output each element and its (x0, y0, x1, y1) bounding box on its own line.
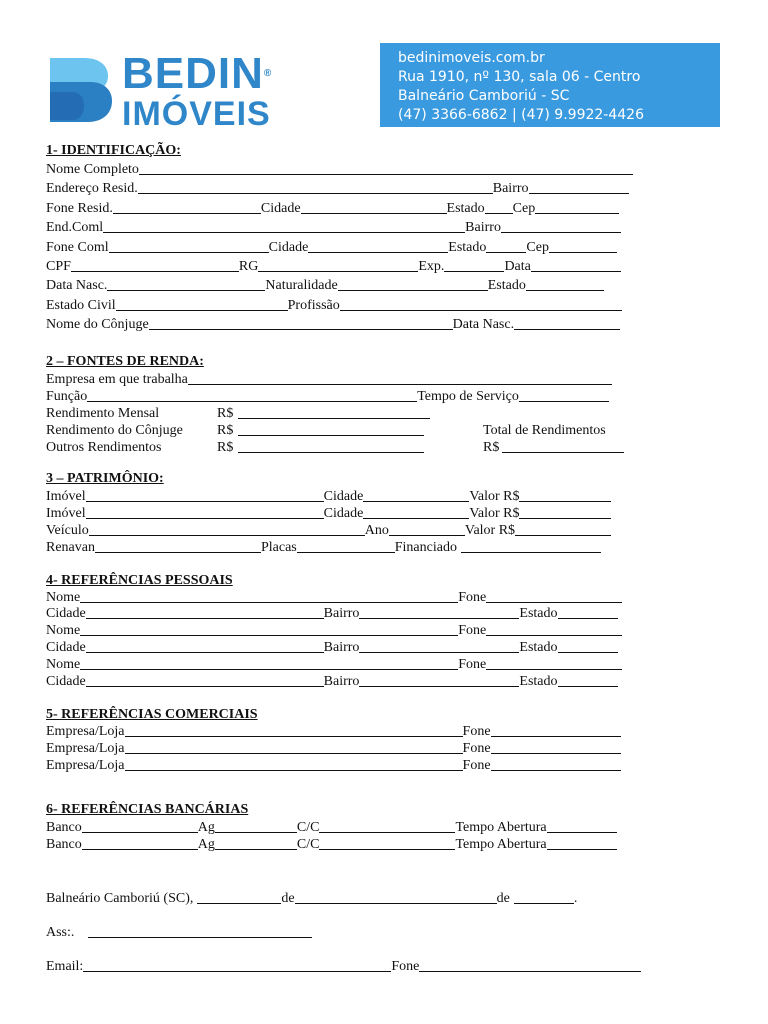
ref1-bairro-field[interactable] (359, 617, 519, 619)
ref3-cidade-field[interactable] (86, 685, 324, 687)
rend-mensal-field[interactable] (238, 417, 430, 419)
tempo-servico-label: Tempo de Serviço (417, 388, 519, 404)
imovel1-cidade-label: Cidade (323, 488, 364, 504)
data-nasc-row (46, 276, 746, 295)
ag2-label: Ag (197, 836, 215, 852)
ref2-estado-label: Estado (519, 639, 558, 655)
financiado-label: Financiado (394, 539, 457, 555)
cc2-field[interactable] (319, 848, 455, 850)
phones-text: (47) 3366-6862 | (47) 9.9922-4426 (398, 107, 644, 123)
imovel2-cidade-label: Cidade (323, 505, 364, 521)
banco2-field[interactable] (82, 848, 198, 850)
imovel2-cidade-field[interactable] (363, 517, 469, 519)
rg-field[interactable] (258, 270, 418, 272)
veiculo-row (46, 522, 746, 539)
conjuge-label: Nome do Cônjuge (46, 317, 149, 333)
ref1-nome-label: Nome (46, 589, 81, 605)
ref2-estado-field[interactable] (558, 651, 618, 653)
ref3-nome-row (46, 657, 746, 674)
exp-field[interactable] (444, 270, 504, 272)
ref2-nome-field[interactable] (80, 634, 458, 636)
financiado-field[interactable] (461, 551, 601, 553)
ref3-bairro-label: Bairro (323, 673, 360, 689)
renavan-row (46, 539, 746, 556)
nome-row (46, 160, 746, 179)
cep-coml-label: Cep (526, 239, 549, 255)
rg-label: RG (238, 258, 259, 274)
estado-field[interactable] (485, 212, 513, 214)
data-nasc-field[interactable] (107, 289, 265, 291)
site-text: bedinimoveis.com.br (398, 50, 545, 66)
fone-resid-field[interactable] (113, 212, 261, 214)
bairro-coml-field[interactable] (501, 231, 621, 233)
cidade-coml-field[interactable] (308, 251, 448, 253)
ref1-cidade-field[interactable] (86, 617, 324, 619)
veiculo-valor-field[interactable] (515, 534, 611, 536)
rend-mensal-label: Rendimento Mensal (46, 405, 160, 421)
com3-field[interactable] (125, 769, 463, 771)
placas-label: Placas (260, 539, 297, 555)
com2-field[interactable] (125, 752, 463, 754)
cep-label: Cep (512, 200, 536, 216)
data-field[interactable] (531, 270, 621, 272)
local-label: Balneário Camboriú (SC), (46, 890, 194, 906)
bairro-coml-label: Bairro (465, 220, 501, 236)
contact-box (380, 43, 720, 127)
ref1-estado-field[interactable] (558, 617, 618, 619)
assinatura-row (46, 923, 746, 943)
ref3-estado-field[interactable] (558, 685, 618, 687)
section-renda-title: 2 – FONTES DE RENDA: (46, 353, 204, 369)
funcao-label: Função (46, 388, 88, 404)
ref3-nome-label: Nome (46, 656, 81, 672)
conjuge-nasc-field[interactable] (514, 328, 620, 330)
mes-field[interactable] (295, 902, 497, 904)
bairro-label: Bairro (492, 181, 529, 197)
estado-nasc-field[interactable] (526, 289, 604, 291)
outros-row (46, 439, 746, 456)
imovel2-field[interactable] (86, 517, 324, 519)
de1-label: de (281, 890, 295, 906)
ref3-bairro-field[interactable] (359, 685, 519, 687)
nome-field[interactable] (139, 173, 633, 175)
cep-field[interactable] (535, 212, 619, 214)
dia-field[interactable] (197, 902, 281, 904)
com2-label: Empresa/Loja (46, 741, 125, 757)
logo-line2: IMÓVEIS (122, 95, 271, 133)
ref3-nome-field[interactable] (80, 668, 458, 670)
ref1-fone-field[interactable] (486, 601, 622, 603)
ref2-nome-row (46, 623, 746, 640)
header (0, 0, 768, 140)
outros-label: Outros Rendimentos (46, 439, 162, 455)
ag2-field[interactable] (215, 848, 297, 850)
profissao-field[interactable] (340, 309, 622, 311)
rend-conjuge-label: Rendimento do Cônjuge (46, 422, 183, 438)
fone-resid-row (46, 199, 746, 218)
ano-label: Ano (364, 522, 389, 538)
data-nasc-label: Data Nasc. (46, 278, 108, 294)
cpf-field[interactable] (71, 270, 239, 272)
tempo2-field[interactable] (547, 848, 617, 850)
imovel1-cidade-field[interactable] (363, 500, 469, 502)
ref2-cidade-label: Cidade (46, 639, 86, 655)
data-label: Data (504, 258, 531, 274)
footer-fone-field[interactable] (419, 970, 641, 972)
estado-civil-label: Estado Civil (46, 297, 116, 313)
ref1-nome-field[interactable] (80, 601, 458, 603)
ref2-fone-field[interactable] (486, 634, 622, 636)
veiculo-label: Veículo (46, 522, 89, 538)
section-identificacao-title: 1- IDENTIFICAÇÃO: (46, 143, 181, 158)
ass-label: Ass:. (46, 924, 75, 940)
end-coml-row (46, 218, 746, 237)
estado-civil-field[interactable] (116, 309, 288, 311)
city-text: Balneário Camboriú - SC (398, 88, 570, 104)
total-rend-label: Total de Rendimentos (483, 422, 606, 438)
fone-coml-label: Fone Coml (46, 239, 109, 255)
email-row (46, 957, 746, 977)
imovel1-valor-field[interactable] (519, 500, 611, 502)
cidade-field[interactable] (301, 212, 447, 214)
imovel2-label: Imóvel (46, 505, 86, 521)
exp-label: Exp. (418, 258, 445, 274)
banco2-row (46, 836, 746, 853)
com1-label: Empresa/Loja (46, 724, 125, 740)
ref2-fone-label: Fone (458, 623, 487, 639)
local-data-row: Balneário Camboriú (SC), de de . (46, 889, 746, 909)
section-patrimonio-title: 3 – PATRIMÔNIO: (46, 470, 164, 486)
ag1-label: Ag (197, 819, 215, 835)
endereco-label: Endereço Resid. (46, 181, 138, 197)
com1-field[interactable] (125, 735, 463, 737)
ref3-cidade-row (46, 674, 746, 691)
cpf-row (46, 257, 746, 276)
ref1-fone-label: Fone (458, 589, 487, 605)
ref1-nome-row (46, 590, 746, 607)
com3-fone-label: Fone (462, 757, 491, 773)
banco1-field[interactable] (82, 831, 198, 833)
banco1-row (46, 819, 746, 836)
rend-mensal-rs: R$ (217, 405, 234, 421)
endereco-row (46, 179, 746, 198)
com3-row (46, 758, 746, 775)
footer-fone-label: Fone (391, 958, 420, 974)
cc2-label: C/C (296, 836, 320, 852)
empresa-field[interactable] (188, 383, 612, 385)
total-field[interactable] (502, 451, 624, 453)
section-ref-comerciais-title: 5- REFERÊNCIAS COMERCIAIS (46, 707, 258, 723)
banco2-label: Banco (46, 836, 82, 852)
tempo-servico-field[interactable] (519, 400, 609, 402)
de2-label: de (496, 890, 510, 906)
tempo1-field[interactable] (547, 831, 617, 833)
rend-conjuge-row (46, 422, 746, 439)
bedin-logo-icon (50, 58, 112, 122)
naturalidade-label: Naturalidade (265, 278, 338, 294)
ag1-field[interactable] (215, 831, 297, 833)
com2-row (46, 741, 746, 758)
assinatura-field[interactable] (88, 936, 312, 938)
ref1-cidade-label: Cidade (46, 606, 86, 622)
nome-label: Nome Completo (46, 162, 139, 177)
logo-reg: ® (263, 68, 273, 79)
imovel1-valor-label: Valor R$ (469, 488, 520, 504)
estado-coml-field[interactable] (486, 251, 526, 253)
renavan-field[interactable] (95, 551, 261, 553)
ref1-cidade-row (46, 606, 746, 623)
ano-field-footer[interactable] (514, 902, 574, 904)
email-field[interactable] (83, 970, 391, 972)
profissao-label: Profissão (287, 297, 340, 313)
veiculo-valor-label: Valor R$ (464, 522, 516, 538)
logo-line1: BEDIN (122, 49, 264, 98)
conjuge-nasc-label: Data Nasc. (452, 317, 515, 333)
banco1-label: Banco (46, 819, 82, 835)
rend-conjuge-field[interactable] (238, 434, 424, 436)
naturalidade-field[interactable] (338, 289, 488, 291)
empresa-row (46, 371, 746, 388)
imovel1-label: Imóvel (46, 488, 86, 504)
end-coml-label: End.Coml (46, 220, 104, 236)
com1-fone-label: Fone (462, 724, 491, 740)
fone-resid-label: Fone Resid. (46, 200, 113, 216)
ref1-bairro-label: Bairro (323, 606, 360, 622)
ano-field[interactable] (389, 534, 465, 536)
funcao-field[interactable] (87, 400, 417, 402)
estado-label: Estado (446, 200, 485, 216)
section-ref-bancarias-title: 6- REFERÊNCIAS BANCÁRIAS (46, 801, 249, 817)
com2-fone-label: Fone (462, 741, 491, 757)
estado-civil-row (46, 296, 746, 315)
endereco-field[interactable] (138, 192, 493, 194)
outros-rs: R$ (217, 439, 234, 455)
com1-row (46, 724, 746, 741)
imovel2-valor-field[interactable] (519, 517, 611, 519)
conjuge-field[interactable] (149, 328, 453, 330)
com1-fone-field[interactable] (491, 735, 621, 737)
ref1-estado-label: Estado (519, 606, 558, 622)
ref2-cidade-field[interactable] (86, 651, 324, 653)
tempo1-label: Tempo Abertura (455, 819, 547, 835)
email-label: Email: (46, 958, 84, 974)
renavan-label: Renavan (46, 539, 95, 555)
imovel1-field[interactable] (86, 500, 324, 502)
section-ref-pessoais-title: 4- REFERÊNCIAS PESSOAIS (46, 572, 233, 588)
cep-coml-field[interactable] (549, 251, 617, 253)
fone-coml-row (46, 238, 746, 257)
ref3-cidade-label: Cidade (46, 673, 86, 689)
imovel2-row (46, 505, 746, 522)
ref2-nome-label: Nome (46, 623, 81, 639)
cc1-label: C/C (296, 819, 320, 835)
ref3-estado-label: Estado (519, 673, 558, 689)
conjuge-row (46, 315, 746, 334)
estado-coml-label: Estado (448, 239, 487, 255)
placas-field[interactable] (297, 551, 395, 553)
registration-form (46, 142, 746, 977)
cidade-label: Cidade (260, 200, 301, 216)
imovel2-valor-label: Valor R$ (469, 505, 520, 521)
imovel1-row (46, 488, 746, 505)
com3-label: Empresa/Loja (46, 757, 125, 773)
fone-coml-field[interactable] (109, 251, 269, 253)
address-text: Rua 1910, nº 130, sala 06 - Centro (398, 69, 641, 85)
ref2-cidade-row (46, 640, 746, 657)
estado-nasc-label: Estado (487, 278, 526, 294)
end-coml-field[interactable] (103, 231, 465, 233)
com3-fone-field[interactable] (491, 769, 621, 771)
cc1-field[interactable] (319, 831, 455, 833)
tempo2-label: Tempo Abertura (455, 836, 547, 852)
rend-mensal-row (46, 405, 746, 422)
cpf-label: CPF (46, 258, 71, 274)
ref3-fone-label: Fone (458, 656, 487, 672)
outros-field[interactable] (238, 451, 424, 453)
ref2-bairro-label: Bairro (323, 639, 360, 655)
funcao-row (46, 388, 746, 405)
veiculo-field[interactable] (89, 534, 365, 536)
empresa-label: Empresa em que trabalha (46, 371, 188, 387)
cidade-coml-label: Cidade (268, 239, 309, 255)
brand-logo (122, 49, 273, 133)
com2-fone-field[interactable] (491, 752, 621, 754)
bairro-field[interactable] (529, 192, 629, 194)
ref3-fone-field[interactable] (486, 668, 622, 670)
ref2-bairro-field[interactable] (359, 651, 519, 653)
total-rs: R$ (483, 439, 500, 455)
rend-conjuge-rs: R$ (217, 422, 234, 438)
